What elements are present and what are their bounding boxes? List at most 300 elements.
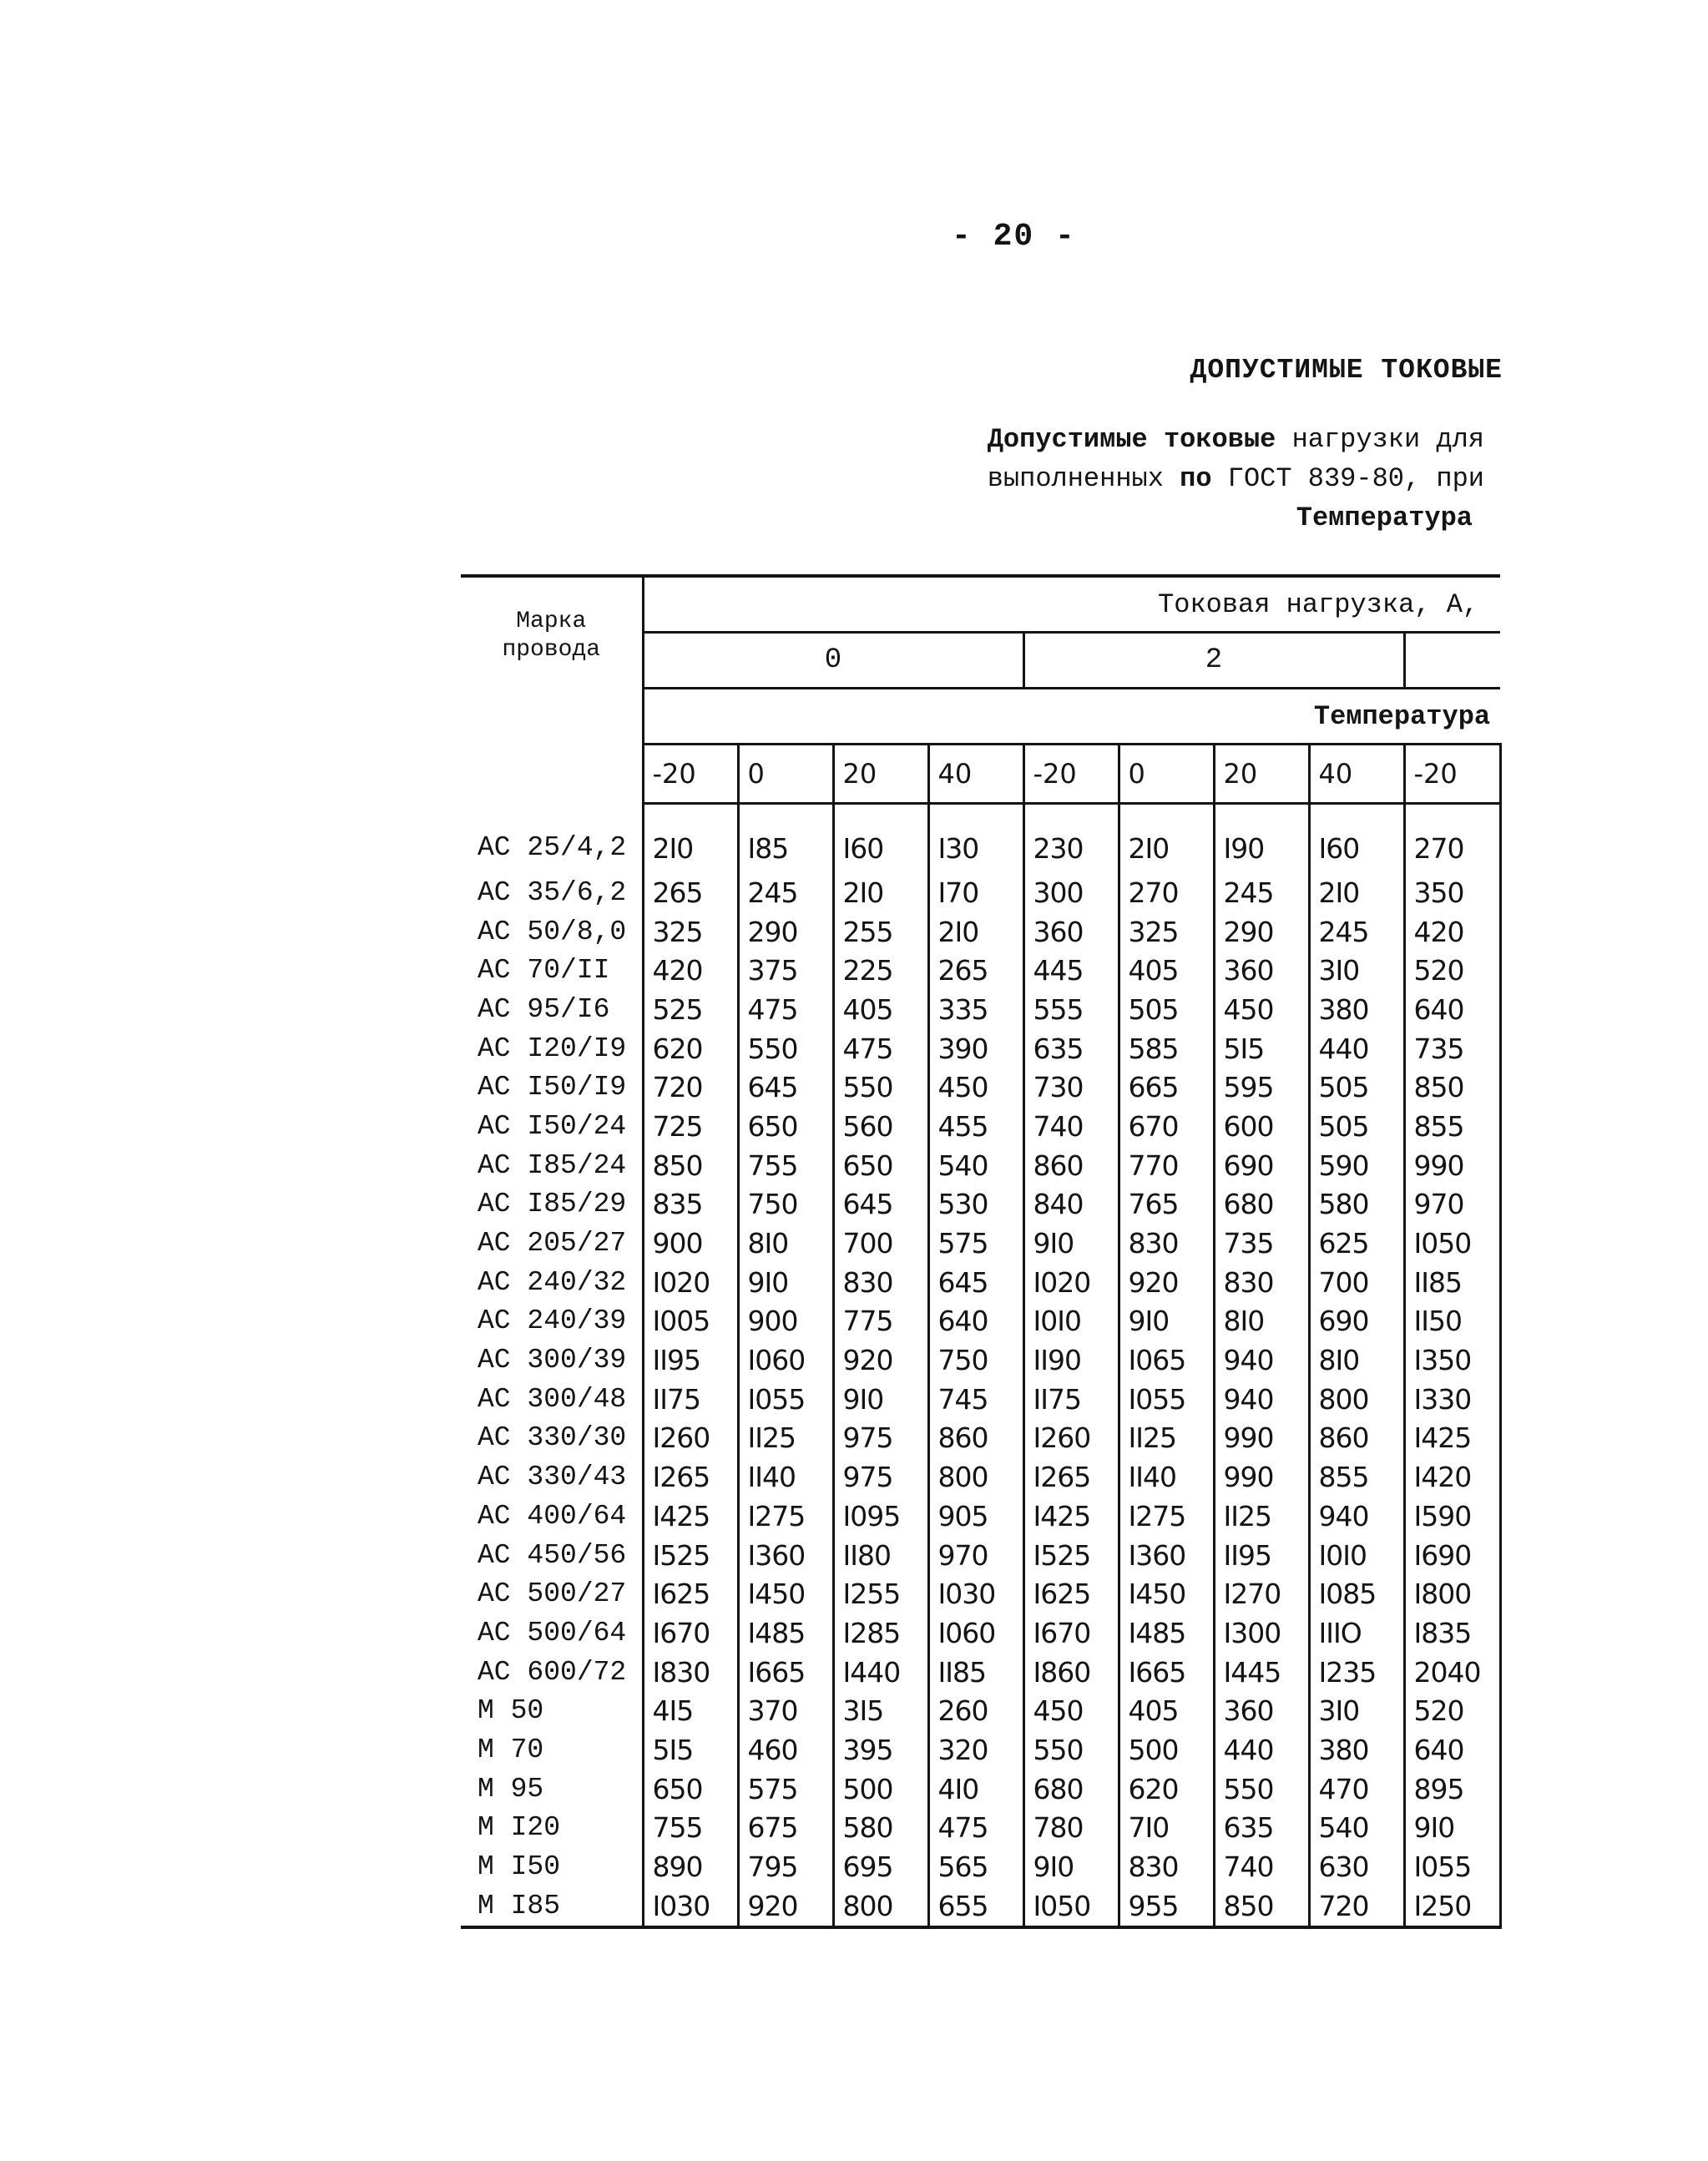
load-value-cell: II25 (738, 1419, 833, 1458)
table-row (461, 1536, 1500, 1575)
load-value-cell: 900 (738, 1302, 833, 1341)
load-value-cell: 380 (1309, 1730, 1404, 1770)
wire-brand-cell: АС 300/39 (461, 1341, 643, 1380)
load-value-cell: I30 (928, 804, 1023, 874)
load-value-cell: 645 (738, 1068, 833, 1107)
table-row (461, 1029, 1500, 1068)
current-load-table (461, 574, 1502, 1929)
load-value-cell: 350 (1404, 873, 1500, 912)
temperature-cell: 40 (1309, 745, 1404, 804)
load-value-cell: 260 (928, 1691, 1023, 1730)
load-header: Токовая нагрузка, А, (643, 576, 1500, 633)
load-value-cell: I440 (833, 1653, 928, 1692)
table-row (461, 1691, 1500, 1730)
load-value-cell: 650 (643, 1770, 738, 1809)
temperature-cell: 20 (833, 745, 928, 804)
load-value-cell: 830 (1119, 1224, 1214, 1263)
load-value-cell: 370 (738, 1691, 833, 1730)
brand-column-header (461, 576, 643, 804)
load-value-cell: 270 (1119, 873, 1214, 912)
load-value-cell: 680 (1023, 1770, 1119, 1809)
table-row (461, 804, 1500, 874)
load-value-cell: I590 (1404, 1497, 1500, 1536)
load-value-cell: I60 (833, 804, 928, 874)
wire-brand-cell: АС 600/72 (461, 1653, 643, 1692)
load-value-cell: I670 (643, 1613, 738, 1653)
load-value-cell: 700 (833, 1224, 928, 1263)
load-value-cell: 420 (643, 951, 738, 990)
load-value-cell: 9I0 (738, 1263, 833, 1302)
load-value-cell: 550 (1023, 1730, 1119, 1770)
load-value-cell: 590 (1309, 1146, 1404, 1185)
load-value-cell: I360 (738, 1536, 833, 1575)
load-value-cell: I70 (928, 873, 1023, 912)
load-value-cell: 3I5 (833, 1691, 928, 1730)
load-value-cell: 2I0 (1309, 873, 1404, 912)
load-value-cell: 9I0 (833, 1380, 928, 1419)
load-value-cell: 585 (1119, 1029, 1214, 1068)
load-value-cell: 550 (1214, 1770, 1309, 1809)
group-header-empty (1404, 633, 1500, 689)
load-value-cell: 900 (643, 1224, 738, 1263)
load-value-cell: I350 (1404, 1341, 1500, 1380)
load-value-cell: 9I0 (1023, 1847, 1119, 1886)
load-value-cell: 575 (928, 1224, 1023, 1263)
load-value-cell: I0I0 (1023, 1302, 1119, 1341)
load-value-cell: 970 (928, 1536, 1023, 1575)
load-value-cell: 7I0 (1119, 1809, 1214, 1848)
load-value-cell: 620 (1119, 1770, 1214, 1809)
load-value-cell: 640 (928, 1302, 1023, 1341)
caption-rest-part: нагрузки для (1276, 424, 1484, 455)
load-value-cell: 320 (928, 1730, 1023, 1770)
wire-brand-cell: АС I85/29 (461, 1185, 643, 1224)
load-value-cell: 800 (928, 1457, 1023, 1497)
load-value-cell: 475 (738, 990, 833, 1029)
table-row (461, 1730, 1500, 1770)
page-number: - 20 - (952, 219, 1076, 255)
load-value-cell: 600 (1214, 1107, 1309, 1146)
table-row (461, 873, 1500, 912)
load-value-cell: 300 (1023, 873, 1119, 912)
table-row (461, 1419, 1500, 1458)
load-value-cell: I060 (738, 1341, 833, 1380)
load-value-cell: 540 (928, 1146, 1023, 1185)
temperature-cell: -20 (1404, 745, 1500, 804)
load-value-cell: 360 (1214, 951, 1309, 990)
load-value-cell: 730 (1023, 1068, 1119, 1107)
load-value-cell: 475 (928, 1809, 1023, 1848)
load-value-cell: 265 (928, 951, 1023, 990)
wire-brand-cell: АС 240/39 (461, 1302, 643, 1341)
table-row (461, 1770, 1500, 1809)
load-value-cell: II50 (1404, 1302, 1500, 1341)
load-value-cell: I830 (643, 1653, 738, 1692)
load-value-cell: I690 (1404, 1536, 1500, 1575)
load-value-cell: 9I0 (1023, 1224, 1119, 1263)
load-value-cell: 940 (1309, 1497, 1404, 1536)
table-body (461, 804, 1500, 1927)
load-value-cell: 405 (833, 990, 928, 1029)
load-value-cell: 620 (643, 1029, 738, 1068)
table-row (461, 1574, 1500, 1613)
load-value-cell: II40 (738, 1457, 833, 1497)
load-value-cell: 720 (1309, 1886, 1404, 1927)
wire-brand-cell: М 70 (461, 1730, 643, 1770)
table-caption-line-1 (988, 424, 1484, 455)
load-value-cell: I625 (1023, 1574, 1119, 1613)
load-value-cell: I260 (1023, 1419, 1119, 1458)
brand-header-line-1: Марка (516, 608, 587, 634)
load-value-cell: 550 (738, 1029, 833, 1068)
table-row (461, 912, 1500, 952)
load-value-cell: I485 (738, 1613, 833, 1653)
load-value-cell: I050 (1023, 1886, 1119, 1927)
load-value-cell: 440 (1309, 1029, 1404, 1068)
load-value-cell: 2040 (1404, 1653, 1500, 1692)
load-value-cell: 455 (928, 1107, 1023, 1146)
load-value-cell: 8I0 (738, 1224, 833, 1263)
load-value-cell: I265 (643, 1457, 738, 1497)
load-value-cell: 740 (1023, 1107, 1119, 1146)
load-value-cell: 3I0 (1309, 951, 1404, 990)
load-value-cell: I055 (1404, 1847, 1500, 1886)
load-value-cell: I235 (1309, 1653, 1404, 1692)
table-row (461, 1068, 1500, 1107)
table-row (461, 1847, 1500, 1886)
load-value-cell: 765 (1119, 1185, 1214, 1224)
load-value-cell: 3I0 (1309, 1691, 1404, 1730)
load-value-cell: 445 (1023, 951, 1119, 990)
wire-brand-cell: АС 25/4,2 (461, 804, 643, 874)
load-value-cell: 695 (833, 1847, 928, 1886)
load-value-cell: 580 (1309, 1185, 1404, 1224)
load-value-cell: 530 (928, 1185, 1023, 1224)
load-value-cell: 735 (1214, 1224, 1309, 1263)
load-value-cell: 440 (1214, 1730, 1309, 1770)
load-value-cell: 855 (1404, 1107, 1500, 1146)
load-value-cell: 475 (833, 1029, 928, 1068)
load-value-cell: I860 (1023, 1653, 1119, 1692)
load-value-cell: II80 (833, 1536, 928, 1575)
load-value-cell: 325 (1119, 912, 1214, 952)
load-value-cell: I275 (1119, 1497, 1214, 1536)
load-value-cell: 4I0 (928, 1770, 1023, 1809)
load-value-cell: 225 (833, 951, 928, 990)
load-value-cell: 750 (738, 1185, 833, 1224)
wire-brand-cell: АС 300/48 (461, 1380, 643, 1419)
load-value-cell: 505 (1309, 1107, 1404, 1146)
load-value-cell: I670 (1023, 1613, 1119, 1653)
table-row (461, 1263, 1500, 1302)
load-value-cell: 290 (1214, 912, 1309, 952)
load-value-cell: I285 (833, 1613, 928, 1653)
load-value-cell: 650 (833, 1146, 928, 1185)
load-value-cell: 740 (1214, 1847, 1309, 1886)
load-value-cell: 795 (738, 1847, 833, 1886)
load-value-cell: I265 (1023, 1457, 1119, 1497)
load-value-cell: II95 (1214, 1536, 1309, 1575)
load-value-cell: 630 (1309, 1847, 1404, 1886)
caption-bold-part: Допустимые токовые (987, 424, 1276, 455)
load-value-cell: 905 (928, 1497, 1023, 1536)
load-value-cell: 680 (1214, 1185, 1309, 1224)
load-value-cell: 720 (643, 1068, 738, 1107)
load-value-cell: I095 (833, 1497, 928, 1536)
table-row (461, 1341, 1500, 1380)
load-value-cell: 500 (833, 1770, 928, 1809)
load-value-cell: I065 (1119, 1341, 1214, 1380)
wire-brand-cell: М I85 (461, 1886, 643, 1927)
load-value-cell: 2I0 (643, 804, 738, 874)
load-value-cell: 380 (1309, 990, 1404, 1029)
load-value-cell: 470 (1309, 1770, 1404, 1809)
load-value-cell: I525 (643, 1536, 738, 1575)
load-value-cell: 920 (738, 1886, 833, 1927)
load-value-cell: 920 (1119, 1263, 1214, 1302)
load-value-cell: 325 (643, 912, 738, 952)
load-value-cell: 525 (643, 990, 738, 1029)
load-value-cell: 245 (1309, 912, 1404, 952)
table-row (461, 1380, 1500, 1419)
load-value-cell: 8I0 (1309, 1341, 1404, 1380)
load-value-cell: 830 (833, 1263, 928, 1302)
load-value-cell: 560 (833, 1107, 928, 1146)
load-value-cell: 645 (833, 1185, 928, 1224)
load-value-cell: I030 (643, 1886, 738, 1927)
section-heading: ДОПУСТИМЫЕ ТОКОВЫЕ (1190, 355, 1503, 386)
table-caption-line-2 (988, 463, 1484, 494)
load-value-cell: 970 (1404, 1185, 1500, 1224)
load-value-cell: 645 (928, 1263, 1023, 1302)
temperature-cell: 0 (1119, 745, 1214, 804)
table-row (461, 1185, 1500, 1224)
load-value-cell: I050 (1404, 1224, 1500, 1263)
load-value-cell: 540 (1309, 1809, 1404, 1848)
load-value-cell: 860 (928, 1419, 1023, 1458)
wire-brand-cell: АС 500/27 (461, 1574, 643, 1613)
load-value-cell: II25 (1119, 1419, 1214, 1458)
wire-brand-cell: АС 240/32 (461, 1263, 643, 1302)
load-value-cell: I85 (738, 804, 833, 874)
load-value-cell: I665 (738, 1653, 833, 1692)
load-value-cell: II40 (1119, 1457, 1214, 1497)
load-value-cell: 595 (1214, 1068, 1309, 1107)
wire-brand-cell: АС 95/I6 (461, 990, 643, 1029)
load-value-cell: 635 (1214, 1809, 1309, 1848)
load-value-cell: 990 (1214, 1457, 1309, 1497)
table-row (461, 1613, 1500, 1653)
load-value-cell: I0I0 (1309, 1536, 1404, 1575)
load-value-cell: 690 (1214, 1146, 1309, 1185)
load-value-cell: 955 (1119, 1886, 1214, 1927)
load-value-cell: I300 (1214, 1613, 1309, 1653)
wire-brand-cell: АС 330/43 (461, 1457, 643, 1497)
load-value-cell: 360 (1214, 1691, 1309, 1730)
load-value-cell: 265 (643, 873, 738, 912)
load-value-cell: 755 (643, 1809, 738, 1848)
load-value-cell: I425 (643, 1497, 738, 1536)
load-value-cell: I260 (643, 1419, 738, 1458)
group-header: 2 (1023, 633, 1404, 689)
wire-brand-cell: АС 35/6,2 (461, 873, 643, 912)
load-value-cell: 4I5 (643, 1691, 738, 1730)
load-value-cell: 850 (1214, 1886, 1309, 1927)
table-row (461, 1497, 1500, 1536)
load-value-cell: 920 (833, 1341, 928, 1380)
load-value-cell: 975 (833, 1457, 928, 1497)
load-value-cell: IIIO (1309, 1613, 1404, 1653)
load-value-cell: 2I0 (1119, 804, 1214, 874)
load-value-cell: I425 (1404, 1419, 1500, 1458)
load-value-cell: 860 (1309, 1419, 1404, 1458)
wire-brand-cell: АС 70/II (461, 951, 643, 990)
load-value-cell: 390 (928, 1029, 1023, 1068)
temperature-cell: -20 (643, 745, 738, 804)
load-value-cell: 800 (833, 1886, 928, 1927)
load-value-cell: 2I0 (833, 873, 928, 912)
load-value-cell: 850 (643, 1146, 738, 1185)
load-value-cell: 450 (1023, 1691, 1119, 1730)
wire-brand-cell: АС 50/8,0 (461, 912, 643, 952)
load-value-cell: I445 (1214, 1653, 1309, 1692)
load-value-cell: 5I5 (1214, 1029, 1309, 1068)
load-value-cell: 975 (833, 1419, 928, 1458)
load-value-cell: II25 (1214, 1497, 1309, 1536)
load-value-cell: II85 (928, 1653, 1023, 1692)
load-value-cell: I665 (1119, 1653, 1214, 1692)
load-value-cell: I030 (928, 1574, 1023, 1613)
temperature-cell: 20 (1214, 745, 1309, 804)
load-value-cell: 5I5 (643, 1730, 738, 1770)
load-value-cell: 850 (1404, 1068, 1500, 1107)
load-value-cell: 670 (1119, 1107, 1214, 1146)
wire-brand-cell: АС 205/27 (461, 1224, 643, 1263)
load-value-cell: 830 (1214, 1263, 1309, 1302)
load-value-cell: 420 (1404, 912, 1500, 952)
wire-brand-cell: АС 500/64 (461, 1613, 643, 1653)
load-value-cell: 375 (738, 951, 833, 990)
load-value-cell: 520 (1404, 1691, 1500, 1730)
load-value-cell: 230 (1023, 804, 1119, 874)
temperature-cell: 0 (738, 745, 833, 804)
load-value-cell: 800 (1309, 1380, 1404, 1419)
load-value-cell: 395 (833, 1730, 928, 1770)
table-row (461, 1302, 1500, 1341)
load-value-cell: 335 (928, 990, 1023, 1029)
load-value-cell: 755 (738, 1146, 833, 1185)
load-value-cell: 640 (1404, 1730, 1500, 1770)
load-value-cell: 835 (643, 1185, 738, 1224)
load-value-cell: 940 (1214, 1380, 1309, 1419)
wire-brand-cell: АС I85/24 (461, 1146, 643, 1185)
temperature-cell: 40 (928, 745, 1023, 804)
wire-brand-cell: АС I50/I9 (461, 1068, 643, 1107)
load-value-cell: 270 (1404, 804, 1500, 874)
load-value-cell: 780 (1023, 1809, 1119, 1848)
load-value-cell: I525 (1023, 1536, 1119, 1575)
load-value-cell: 735 (1404, 1029, 1500, 1068)
load-value-cell: 635 (1023, 1029, 1119, 1068)
load-value-cell: 860 (1023, 1146, 1119, 1185)
load-value-cell: 255 (833, 912, 928, 952)
load-value-cell: 655 (928, 1886, 1023, 1927)
load-value-cell: I020 (1023, 1263, 1119, 1302)
wire-brand-cell: М I20 (461, 1809, 643, 1848)
load-value-cell: 520 (1404, 951, 1500, 990)
wire-brand-cell: АС 330/30 (461, 1419, 643, 1458)
load-value-cell: 690 (1309, 1302, 1404, 1341)
load-value-cell: I90 (1214, 804, 1309, 874)
load-value-cell: 9I0 (1404, 1809, 1500, 1848)
temperature-header: Температура (643, 689, 1500, 745)
brand-header-line-2: провода (502, 637, 601, 663)
load-value-cell: 505 (1119, 990, 1214, 1029)
load-value-cell: 990 (1404, 1146, 1500, 1185)
load-value-cell: 855 (1309, 1457, 1404, 1497)
load-value-cell: II90 (1023, 1341, 1119, 1380)
load-value-cell: 505 (1309, 1068, 1404, 1107)
wire-brand-cell: АС I20/I9 (461, 1029, 643, 1068)
load-value-cell: I420 (1404, 1457, 1500, 1497)
load-value-cell: 9I0 (1119, 1302, 1214, 1341)
load-value-cell: 840 (1023, 1185, 1119, 1224)
load-value-cell: 940 (1214, 1341, 1309, 1380)
load-value-cell: 565 (928, 1847, 1023, 1886)
load-value-cell: 830 (1119, 1847, 1214, 1886)
load-value-cell: 245 (738, 873, 833, 912)
table-row (461, 1653, 1500, 1692)
table-row (461, 1457, 1500, 1497)
load-value-cell: 895 (1404, 1770, 1500, 1809)
load-value-cell: I425 (1023, 1497, 1119, 1536)
load-value-cell: I250 (1404, 1886, 1500, 1927)
load-value-cell: 550 (833, 1068, 928, 1107)
load-value-cell: I055 (738, 1380, 833, 1419)
load-value-cell: 500 (1119, 1730, 1214, 1770)
load-value-cell: I085 (1309, 1574, 1404, 1613)
load-value-cell: 745 (928, 1380, 1023, 1419)
load-value-cell: 405 (1119, 1691, 1214, 1730)
caption-part-a: выполненных (987, 463, 1180, 494)
wire-brand-cell: М 95 (461, 1770, 643, 1809)
load-value-cell: 775 (833, 1302, 928, 1341)
table-caption-line-3: Температура (1296, 502, 1473, 533)
load-value-cell: II75 (643, 1380, 738, 1419)
load-value-cell: 245 (1214, 873, 1309, 912)
wire-brand-cell: АС I50/24 (461, 1107, 643, 1146)
temperature-cell: -20 (1023, 745, 1119, 804)
load-value-cell: 650 (738, 1107, 833, 1146)
load-value-cell: 725 (643, 1107, 738, 1146)
load-value-cell: II75 (1023, 1380, 1119, 1419)
load-value-cell: 580 (833, 1809, 928, 1848)
load-value-cell: 890 (643, 1847, 738, 1886)
load-value-cell: I005 (643, 1302, 738, 1341)
load-value-cell: I330 (1404, 1380, 1500, 1419)
load-value-cell: I275 (738, 1497, 833, 1536)
load-value-cell: 555 (1023, 990, 1119, 1029)
table-row (461, 1224, 1500, 1263)
wire-brand-cell: М 50 (461, 1691, 643, 1730)
load-value-cell: 460 (738, 1730, 833, 1770)
load-value-cell: I255 (833, 1574, 928, 1613)
wire-brand-cell: АС 400/64 (461, 1497, 643, 1536)
load-value-cell: I360 (1119, 1536, 1214, 1575)
table-row (461, 1146, 1500, 1185)
wire-brand-cell: М I50 (461, 1847, 643, 1886)
load-value-cell: 990 (1214, 1419, 1309, 1458)
